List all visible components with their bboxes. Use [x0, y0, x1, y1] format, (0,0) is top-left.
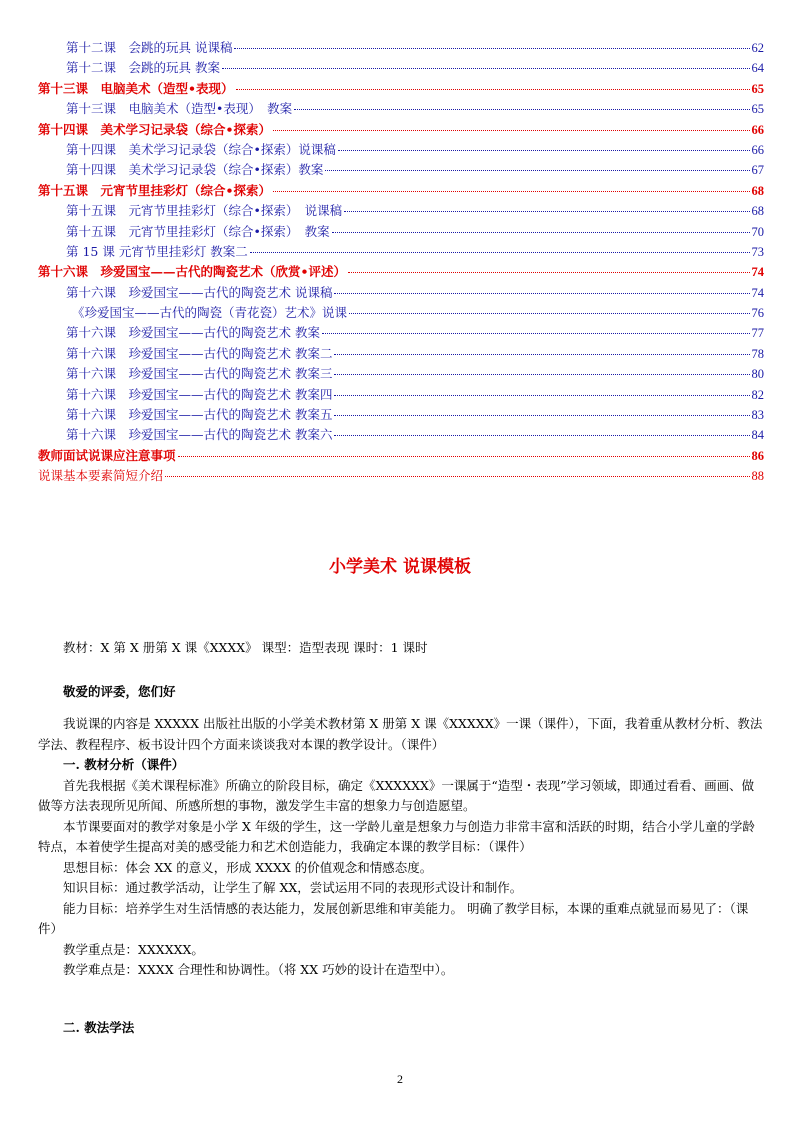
- toc-leader-dots: [325, 170, 749, 171]
- toc-entry-title: 第十三课 电脑美术（造型•表现）: [38, 80, 234, 96]
- toc-entry[interactable]: [38, 446, 764, 466]
- toc-entry[interactable]: [38, 364, 764, 384]
- toc-entry-page: 88: [751, 469, 764, 484]
- toc-entry[interactable]: [38, 262, 764, 282]
- toc-entry-title: 说课基本要素简短介绍: [38, 468, 164, 484]
- toc-entry-page: 62: [751, 41, 764, 55]
- paragraph-1: 首先我根据《美术课程标准》所确立的阶段目标，确定《XXXXXX》一课属于“造型・表现”学习领域，即通过看看、画画、做做等方法表现所见所闻、所感所想的事物，激发学生丰富的想象力与创造愿望。: [38, 777, 755, 813]
- toc-entry-page: 80: [751, 367, 764, 382]
- toc-entry-page: 82: [751, 387, 764, 402]
- toc-entry-page: 66: [751, 142, 764, 157]
- goal-thought: 思想目标：体会 XX 的意义，形成 XXXX 的价值观念和情感态度。: [63, 859, 433, 875]
- toc-entry[interactable]: [38, 38, 764, 58]
- toc-entry[interactable]: [38, 303, 764, 323]
- page-number: 2: [397, 1072, 403, 1086]
- toc-entry-title: 第十六课 珍爱国宝——古代的陶瓷艺术 教案六: [66, 427, 333, 443]
- toc-leader-dots: [334, 415, 749, 416]
- toc-entry-page: 74: [751, 285, 764, 300]
- toc-entry-title: 第十五课 元宵节里挂彩灯（综合•探索） 教案: [66, 223, 330, 239]
- toc-entry-page: 66: [751, 122, 764, 137]
- toc-entry-page: 65: [751, 102, 764, 117]
- toc-leader-dots: [332, 232, 750, 233]
- toc-entry-page: 78: [751, 346, 764, 361]
- toc-leader-dots: [334, 354, 749, 355]
- toc-entry-title: 第十六课 珍爱国宝——古代的陶瓷艺术 教案五: [66, 407, 333, 423]
- toc-entry-page: 84: [751, 428, 764, 443]
- toc-entry[interactable]: [38, 160, 764, 180]
- toc-leader-dots: [334, 374, 749, 375]
- toc-leader-dots: [250, 252, 750, 253]
- toc-entry-title: 第十四课 美术学习记录袋（综合•探索）教案: [66, 162, 324, 178]
- goal-ability: 能力目标：培养学生对生活情感的表达能力，发展创新思维和审美能力。 明确了教学目标，本课的重难点就显而易见了：（课件）: [38, 900, 749, 936]
- toc-entry[interactable]: [38, 120, 764, 140]
- toc-entry-title: 第十六课 珍爱国宝——古代的陶瓷艺术 教案四: [66, 386, 333, 402]
- body-content: [38, 714, 764, 981]
- toc-entry[interactable]: [38, 385, 764, 405]
- toc-entry[interactable]: [38, 140, 764, 160]
- section-heading-1: 一. 教材分析（课件）: [63, 757, 185, 772]
- paragraph-2: 本节课要面对的教学对象是小学 X 年级的学生，这一学龄儿童是想象力与创造力非常丰富和活跃的时期，结合小学儿童的学龄特点，本着使学生提高对美的感受能力和艺术创造能力，我确定本课的教学目标：（课件）: [38, 818, 755, 854]
- toc-entry-title: 第十二课 会跳的玩具 说课稿: [66, 40, 233, 55]
- toc-leader-dots: [334, 395, 749, 396]
- toc-entry-title: 第十四课 美术学习记录袋（综合•探索）说课稿: [66, 141, 336, 157]
- toc-entry-page: 77: [751, 326, 764, 341]
- toc-entry[interactable]: [38, 344, 764, 364]
- toc-entry-page: 70: [751, 224, 764, 239]
- toc-entry-page: 74: [751, 265, 764, 280]
- toc-leader-dots: [322, 333, 750, 334]
- toc-entry-page: 68: [751, 183, 764, 198]
- toc-entry-title: 第十四课 美术学习记录袋（综合•探索）: [38, 121, 271, 137]
- toc-entry-page: 86: [751, 448, 764, 463]
- toc-entry[interactable]: [38, 466, 764, 486]
- toc-entry-page: 65: [751, 81, 764, 96]
- toc-leader-dots: [334, 435, 749, 436]
- toc-leader-dots: [349, 313, 749, 314]
- toc-entry-title: 第十五课 元宵节里挂彩灯（综合•探索） 说课稿: [66, 203, 343, 219]
- toc-entry[interactable]: [38, 425, 764, 445]
- toc-leader-dots: [348, 272, 750, 273]
- toc-entry-page: 83: [751, 408, 764, 423]
- page-title: 小学美术 说课模板: [329, 557, 471, 577]
- toc-entry-title: 第十五课 元宵节里挂彩灯（综合•探索）: [38, 182, 271, 198]
- toc-leader-dots: [178, 456, 750, 457]
- toc-entry-title: 第 15 课 元宵节里挂彩灯 教案二: [66, 243, 248, 259]
- toc-entry[interactable]: [38, 323, 764, 343]
- toc-entry-title: 第十六课 珍爱国宝——古代的陶瓷艺术 教案二: [66, 345, 333, 361]
- difficulty-point: 教学难点是：XXXX 合理性和协调性。（将 XX 巧妙的设计在造型中）。: [63, 962, 454, 977]
- toc-leader-dots: [273, 130, 750, 131]
- toc-entry[interactable]: [38, 201, 764, 221]
- toc-entry-title: 教师面试说课应注意事项: [38, 447, 176, 463]
- toc-entry-title: 第十六课 珍爱国宝——古代的陶瓷艺术 教案三: [66, 366, 333, 382]
- toc-leader-dots: [294, 109, 749, 110]
- toc-leader-dots: [334, 293, 749, 294]
- section-heading-2: 二. 教法学法: [63, 1020, 135, 1035]
- toc-entry-title: 第十六课 珍爱国宝——古代的陶瓷艺术 教案: [66, 325, 320, 341]
- toc-entry-page: 76: [751, 306, 764, 321]
- toc-entry-page: 64: [751, 61, 764, 76]
- toc-entry[interactable]: [38, 79, 764, 99]
- toc-entry[interactable]: [38, 58, 764, 78]
- toc-entry[interactable]: [38, 283, 764, 303]
- toc-entry[interactable]: [38, 405, 764, 425]
- toc-entry[interactable]: [38, 222, 764, 242]
- goal-knowledge: 知识目标：通过教学活动，让学生了解 XX，尝试运用不同的表现形式设计和制作。: [63, 880, 523, 895]
- toc-leader-dots: [234, 48, 749, 49]
- toc-entry[interactable]: [38, 99, 764, 119]
- greeting: 敬爱的评委，您们好: [63, 684, 176, 699]
- toc-entry-page: 68: [751, 204, 764, 219]
- toc-leader-dots: [236, 89, 750, 90]
- toc-entry[interactable]: [38, 242, 764, 262]
- toc-leader-dots: [338, 150, 750, 151]
- toc-entry-title: 第十三课 电脑美术（造型•表现） 教案: [66, 101, 293, 117]
- course-meta-line: 教材：X 第 X 册第 X 课《XXXX》 课型：造型表现 课时：1 课时: [63, 640, 428, 655]
- toc-leader-dots: [222, 68, 750, 69]
- table-of-contents: [38, 38, 764, 487]
- intro-paragraph: 我说课的内容是 XXXXX 出版社出版的小学美术教材第 X 册第 X 课《XXXXX》一课（课件），下面，我着重从教材分析、教法学法、教程程序、板书设计四个方面来谈谈我对本课的教学设计。（课件）: [38, 716, 763, 752]
- toc-entry-page: 67: [751, 163, 764, 178]
- toc-entry-title: 第十二课 会跳的玩具 教案: [66, 60, 220, 76]
- toc-leader-dots: [344, 211, 749, 212]
- toc-entry[interactable]: [38, 181, 764, 201]
- toc-entry-title: 第十六课 珍爱国宝——古代的陶瓷艺术 说课稿: [66, 284, 333, 300]
- toc-entry-title: 第十六课 珍爱国宝——古代的陶瓷艺术（欣赏•评述）: [38, 264, 346, 280]
- toc-entry-title: 《珍爱国宝——古代的陶瓷（青花瓷）艺术》说课: [72, 305, 348, 321]
- toc-leader-dots: [273, 191, 750, 192]
- toc-entry-page: 73: [751, 244, 764, 259]
- toc-leader-dots: [165, 476, 749, 477]
- key-point: 教学重点是：XXXXXX。: [63, 941, 204, 957]
